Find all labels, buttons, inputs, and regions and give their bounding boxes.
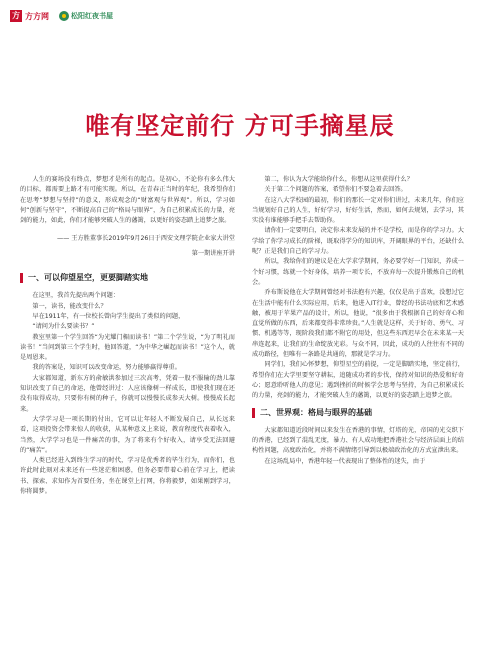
section-1-title: 一、可以仰望星空，更要脚踏实地 xyxy=(28,273,148,283)
intro-paragraph: 人生的赛场没有终点，梦想才是所有的起点。是初心，不论你有多么伟大的目标，都需要上路才有可能实现。所以，在青春正当时的年纪，我希望你们在思考“梦想与坚持”的意义，形成观念的“财富观与世界观”。所以，学习如何“创新与坚守”，不断提高自己的“格局与眼界”，为自己积累成长的力量，亮剑的能力，如此，你们才能够突破人生的藩篱，以更好的姿态踏上追梦之旅。 xyxy=(20,176,235,225)
paragraph: 大家都知道近段时间以来发生在香港的事情，灯塔的光，帝国的光交织下的香港，已经到了混乱无度，暴力、有人成功地把香港社会与经济层面上的结构性问题，高度政治化，并将不满情绪引导到以极端政治化的方式宣泄出来。 xyxy=(252,426,464,455)
quote-subtitle: 第一期讲座开讲 xyxy=(191,249,235,257)
paragraph: 在这八大学校园的最初，你们的那长一定对你们讲过，未来几年，你们应当规划好自己的人生，好好学习，好好生活，然而，如何去规划，去学习，其实没有谁能够手把手去帮助你。 xyxy=(252,196,464,225)
paragraph: 请你们一定要明白，决定你未来发展的并不是学校，而是你的学习力。大学给了你学习成长的阶梯，既取得学分的知识库，开阔眼界的平台，还缺什么呢？正是我们自己的学习力。 xyxy=(252,227,464,256)
quote-source: —— 王方胜董事长2019年9月26日于西安文理学院企业家大讲堂 xyxy=(56,235,235,243)
fangfang-logo xyxy=(10,10,49,22)
article-title: 唯有坚定前行 方可手摘星辰 xyxy=(85,111,395,140)
paragraph: 人类已经进入到终生学习的时代，学习是优秀者的毕生行为，而你们，也许此时此刻对未来还有一些迷茫和困惑，但务必要带着心前在学习上，把读书、探索、求知作为首要任务，坐在课堂上打网，你将毅梦，如果刚到学习，你将圆梦。 xyxy=(20,457,235,496)
logo-text: 方方网 xyxy=(25,11,49,21)
section-2-heading xyxy=(252,408,464,418)
paragraph: 第二，你认为大学能给你什么，你想从这里获得什么？ xyxy=(264,176,413,183)
paragraph: 在这里，我首先提出两个问题： xyxy=(32,292,120,300)
paragraph: 所以，我给你们的建议是在大学求学期间，务必要学好一门知识，养成一个好习惯，练就一个好身体，培养一项专长，不放弃每一次提升锻炼自己的机会。 xyxy=(252,258,464,286)
page-header xyxy=(10,10,113,22)
bookhouse-logo-text: 松阳红夜书屋 xyxy=(71,12,113,20)
bookhouse-logo xyxy=(59,11,113,21)
paragraph: 我的答案是，知识可以改变命运，努力能够赢得尊重。 xyxy=(32,364,181,372)
section-bar-icon xyxy=(20,273,23,283)
paragraph: 同学们，我们心怀梦想，仰望星空的前提，一定是脚踏实地，坚定前行，希望你们在大学里要坚守耕耘，追随成功者的步伐，保持对知识的热爱和好奇心；愿意聆听他人的意见；遇到挫折的时候学会思考与坚持，为自己积累成长的力量，亮剑的能力，才能突破人生的藩篱，以更好的姿态踏上追梦之旅。 xyxy=(252,361,464,400)
section-bar-icon xyxy=(252,408,255,418)
paragraph: 乔布斯说他在大学期间曾经对书法抱有兴趣，仅仅是出于喜欢，没想过它在生活中能有什么实际应用，后来，他进入IT行业，曾经的书法功底和艺术感触，被用于苹果产品的设计，所以，他说，“很多由于我根据自己的好奇心和直觉所做的东西，后来都变得非常珍贵。”人生就是这样，关于好奇、勇气、习惯、机遇等等，现阶段我们都不附它的用处，但这些东西迟早会在未来某一天串连起来，让我们的生命绽放光彩。与众不同，因此，成功的人往往有不同的成功路径，但唯有一条路是共通的，那就是学习力。 xyxy=(252,289,464,359)
paragraph: 关于第二个问题的答案，希望你们不要急着去回答。 xyxy=(264,186,407,194)
paragraph: 在这场乱局中，香港年轻一代表现出了整体性的迷失，由于 xyxy=(264,457,426,465)
left-column xyxy=(20,175,235,497)
paragraph: “请问为什么要读书？” xyxy=(32,323,95,331)
paragraph: 第一，读书，能改变什么？ xyxy=(32,302,107,310)
right-column xyxy=(252,175,464,467)
section-1-heading xyxy=(20,273,235,283)
paragraph: 早在1911年，有一位校长曾向学生提出了类似的问题， xyxy=(32,312,185,320)
paragraph: 大学学习是一项长期的付出，它可以让年轻人不断发展自己，从长远来看，这项投资会带来惊人的收获，从某种意义上来说，教育程度代表着收入，当然，大学学习也是一件痛苦的事，为了将来有个好收入，请享受无法回避的“痛苦”。 xyxy=(20,415,235,454)
paragraph: 大家都知道，新东方的俞敏洪参加过三次高考，凭着一股不服输的劲儿靠知识改变了自己的命运，他曾经讲过：人应该像树一样成长，即使我们现在还没有取得成功，只要你有树的种子，你就可以慢慢长成参天大树。慢慢成长起来。 xyxy=(20,374,235,413)
section-2-title: 二、世界观：格局与眼界的基础 xyxy=(260,407,372,417)
bookhouse-logo-icon xyxy=(59,11,69,21)
logo-mark: 方 xyxy=(12,11,20,20)
paragraph: 教室里第一个学生回答“为光耀门楣而读书！”第二个学生说，“为了明礼而读书！”当问到第三个学生时，他回答道，“为中华之崛起而读书！”这个人，就是周恩来。 xyxy=(20,333,235,362)
